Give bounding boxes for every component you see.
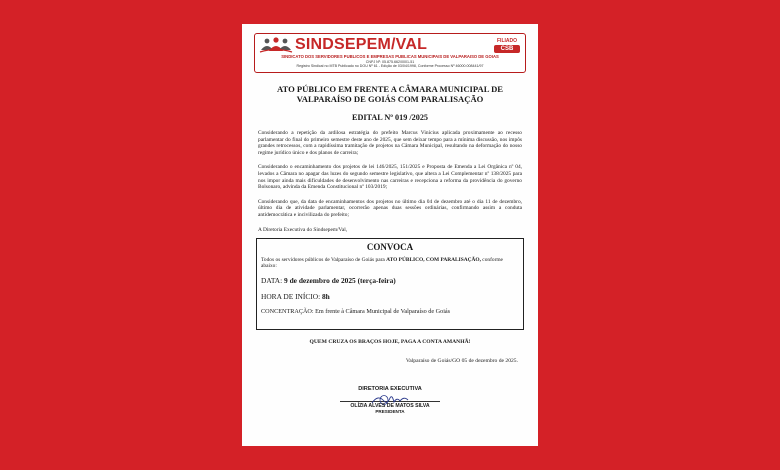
signatory-role: PRESIDENTA bbox=[375, 408, 405, 414]
place-value: Em frente à Câmara Municipal de Valparaíso de Goiás bbox=[315, 308, 451, 316]
convoca-intro bbox=[261, 257, 519, 270]
place-field bbox=[261, 308, 519, 315]
union-name: SINDSEPEM/VAL bbox=[295, 36, 428, 53]
affiliation-badge bbox=[494, 38, 520, 58]
convoca-intro-text: Todos os servidores públicos de Valparaíso de Goiás para bbox=[261, 256, 385, 263]
document-page bbox=[242, 24, 538, 446]
paragraph: Considerando a repetição da ardilosa estratégia do prefeito Marcus Vinícius aplicada proximamente ao recesso parlamentar do final do primeiro semestre deste ano de 2025, que sem deixar tempo para a mínima discussão, nos impôs grandes retrocessos, com a rapidíssima tramitação de projetos na Câmara Municipal, resultando na deformação do nosso regime jurídico único e dos planos de carreira; bbox=[258, 130, 522, 156]
convoca-intro-bold: ATO PÚBLICO, COM PARALISAÇÃO, bbox=[386, 256, 481, 263]
date-field bbox=[261, 276, 519, 285]
place-date: Valparaíso de Goiás/GO 05 de dezembro de 2025. bbox=[405, 357, 518, 364]
document-title: ATO PÚBLICO EM FRENTE A CÂMARA MUNICIPAL DE VALPARAÍSO DE GOIÁS COM PARALISAÇÃO bbox=[276, 84, 504, 104]
signature-block bbox=[254, 386, 526, 414]
edital-number: EDITAL Nº 019 /2025 bbox=[351, 113, 429, 122]
letterhead-cnpj: CNPJ Nº: 05.875.662/0001-51 bbox=[365, 59, 415, 64]
convoca-heading: CONVOCA bbox=[366, 241, 414, 252]
date-label: DATA: bbox=[261, 276, 283, 286]
directorate-line: A Diretoria Executiva do Sindsepem/Val, bbox=[258, 226, 348, 233]
slogan: QUEM CRUZA OS BRAÇOS HOJE, PAGA A CONTA AMANHÃ! bbox=[309, 338, 471, 345]
time-label: HORA DE INÍCIO: bbox=[261, 292, 321, 302]
convoca-box bbox=[256, 238, 524, 330]
union-logo-icon bbox=[259, 36, 293, 54]
paragraph: Considerando que, da data de encaminhamentos dos projetos no último dia 04 de dezembro até o dia 11 de dezembro, último dia de atividade parlamentar, ocorrerão apenas duas sessões ordinárias, confirmando assim a conduta antidemocrática e incivilizada do prefeito; bbox=[258, 198, 522, 218]
letterhead-subtitle: SINDICATO DOS SERVIDORES PÚBLICOS E EMPRESAS PÚBLICAS MUNICIPAIS DE VALPARAÍSO DE GOIÁS bbox=[281, 55, 499, 59]
time-field bbox=[261, 292, 519, 301]
date-value: 9 de dezembro de 2025 (terça-feira) bbox=[284, 276, 396, 286]
signatory-name: OLÍZIA ALVES DE MATOS SILVA bbox=[350, 402, 430, 409]
signature-heading: DIRETORIA EXECUTIVA bbox=[358, 385, 422, 392]
convoca-intro-tail: conforme abaixo: bbox=[261, 256, 503, 269]
place-label: CONCENTRAÇÃO: bbox=[261, 308, 314, 316]
time-value: 8h bbox=[321, 292, 330, 302]
badge-label: FILIADO bbox=[497, 38, 517, 44]
paragraph: Considerando o encaminhamento dos projetos de lei 146/2025, 151/2025 e Proposta de Emenda a Lei Orgânica nº 04, levados a Câmara no apagar das luzes do segundo semestre legislativo, que altera a Lei Complementar nº 138/2025 para nos impor ainda mais dificuldades de desenvolvimento nas carreiras e recepciona a reforma da providência do governo Bolsonaro, advinda da Emenda Constitucional nº 103/2019; bbox=[258, 164, 522, 191]
letterhead-registry: Registro Sindical no MTB Publicado no DOU Nº 61 - Edição de 03/04/1998, Conforme Processo Nº 46000.008441/97 bbox=[296, 64, 484, 69]
letterhead bbox=[254, 33, 526, 73]
signature-line bbox=[340, 401, 440, 402]
badge-acronym: CSB bbox=[494, 45, 520, 53]
